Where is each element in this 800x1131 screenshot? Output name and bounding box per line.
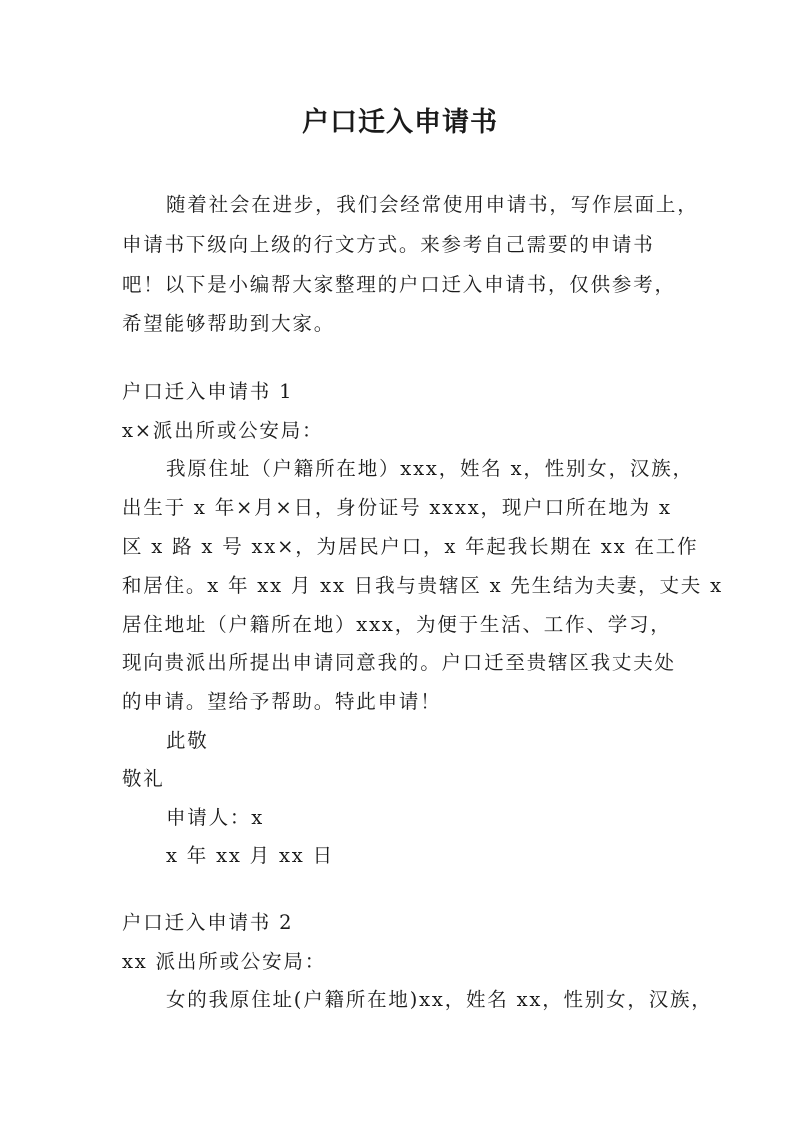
closing-salute: 敬礼	[122, 767, 165, 790]
intro-line-3: 吧！以下是小编帮大家整理的户口迁入申请书，仅供参考，	[122, 273, 676, 296]
section1-body-line-5: 居住地址（户籍所在地）xxx，为便于生活、工作、学习，	[122, 613, 672, 636]
intro-line-2: 申请书下级向上级的行文方式。来参考自己需要的申请书	[122, 233, 655, 256]
section1-heading: 户口迁入申请书 1	[122, 380, 294, 403]
applicant-signature: 申请人：x	[166, 806, 264, 829]
intro-line-4: 希望能够帮助到大家。	[122, 312, 336, 335]
page-title: 户口迁入申请书	[302, 107, 498, 138]
section1-body-line-1: 我原住址（户籍所在地）xxx，姓名 x，性别女，汉族，	[166, 457, 694, 480]
section1-body-line-6: 现向贵派出所提出申请同意我的。户口迁至贵辖区我丈夫处	[122, 651, 676, 674]
section2-body-line-1: 女的我原住址(户籍所在地)xx，姓名 xx，性别女，汉族，	[166, 988, 713, 1011]
section1-addressee: x×派出所或公安局：	[122, 419, 324, 442]
application-date: x 年 xx 月 xx 日	[166, 844, 334, 867]
intro-line-1: 随着社会在进步，我们会经常使用申请书，写作层面上，	[166, 193, 699, 216]
section1-body-line-3: 区 x 路 x 号 xx×，为居民户口，x 年起我长期在 xx 在工作	[122, 535, 699, 558]
section1-body-line-4: 和居住。x 年 xx 月 xx 日我与贵辖区 x 先生结为夫妻，丈夫 x	[122, 574, 723, 597]
section1-body-line-2: 出生于 x 年×月×日，身份证号 xxxx，现户口所在地为 x	[122, 496, 672, 519]
section2-heading: 户口迁入申请书 2	[122, 911, 294, 934]
section1-body-line-7: 的申请。望给予帮助。特此申请！	[122, 690, 442, 713]
closing-respect: 此敬	[166, 729, 209, 752]
section2-addressee: xx 派出所或公安局：	[122, 950, 326, 973]
